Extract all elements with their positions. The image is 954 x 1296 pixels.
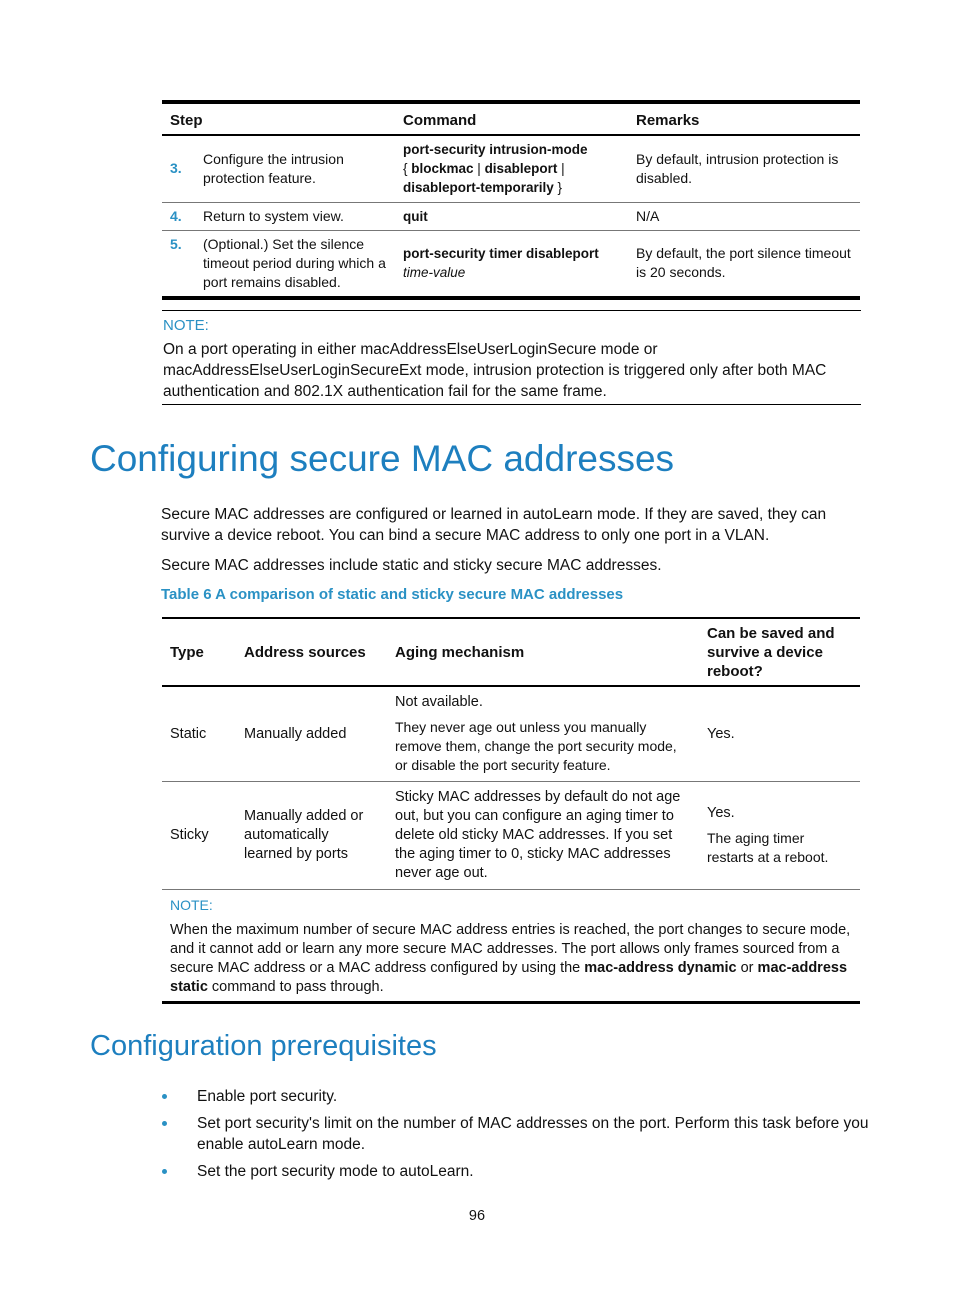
aging-text: They never age out unless you manually remove them, change the port security mode, or disable the port security feature. [395,719,677,773]
note-text-part: command to pass through. [207,979,384,995]
body-paragraph: Secure MAC addresses are configured or learned in autoLearn mode. If they are saved, they can survive a device reboot. You can bind a secure MAC address to only one port in a VLAN. [161,506,827,544]
cell-aging [387,686,699,782]
bullet-icon [162,1169,167,1174]
step-command-table [162,100,860,300]
list-item [160,1113,870,1155]
remarks-cell: By default, intrusion protection is disabled. [628,135,860,202]
header-remarks: Remarks [628,102,860,135]
comparison-table [162,617,860,1004]
note-box [162,310,861,405]
command-brace: } [553,180,563,196]
header-saved-reboot: Can be saved and survive a device reboot? [699,618,860,686]
section-heading: Configuring secure MAC addresses [90,438,675,479]
list-item-text: Enable port security. [197,1088,338,1105]
note-text-part: or [736,960,758,976]
list-item-text: Set the port security mode to autoLearn. [197,1163,474,1180]
command-cell [395,230,628,298]
body-paragraph: Secure MAC addresses include static and sticky secure MAC addresses. [161,557,662,574]
cell-sources: Manually added [236,686,387,782]
command-cell [395,135,628,202]
aging-text: Sticky MAC addresses by default do not age out, but you can configure an aging timer to delete old sticky MAC addresses. If you set the aging timer to 0, sticky MAC addresses never age out. [395,789,681,881]
table-note [162,890,860,1003]
header-aging-mechanism: Aging mechanism [387,618,699,686]
bullet-icon [162,1121,167,1126]
note-text-part: When the maximum number of secure MAC address entries is reached, the port changes to secure mode, and it cannot add or learn any more secure MAC addresses. The port allows only frames sourced from a secure MAC address or a MAC address configured by using the [170,922,851,976]
command-keyword: disableport [484,161,558,177]
table-row [162,230,860,298]
list-item [160,1086,870,1107]
list-item-text: Set port security's limit on the number of MAC addresses on the port. Perform this task before you enable autoLearn mode. [197,1115,869,1153]
command-keyword: disableport-temporarily [403,180,554,196]
table-header-row [162,102,860,135]
table-caption: Table 6 A comparison of static and sticky secure MAC addresses [161,586,624,603]
header-type: Type [162,618,236,686]
table-header-row [162,618,860,686]
command-keyword: quit [403,208,428,224]
cell-saved [699,782,860,890]
cell-type: Sticky [162,782,236,890]
cell-saved [699,686,860,782]
step-description: Configure the intrusion protection feature. [195,135,395,202]
table-note-row [162,890,860,1003]
note-text [170,921,852,997]
command-keyword: port-security intrusion-mode [403,142,588,158]
command-separator: | [473,161,485,177]
step-number: 5. [162,230,195,298]
remarks-cell: N/A [628,202,860,230]
bullet-icon [162,1094,167,1099]
note-label: NOTE: [170,897,213,913]
cell-sources: Manually added or automatically learned by ports [236,782,387,890]
command-separator: | [557,161,565,177]
section-heading: Configuration prerequisites [90,1030,437,1062]
command-cell [395,202,628,230]
header-address-sources: Address sources [236,618,387,686]
header-step: Step [162,102,395,135]
remarks-cell: By default, the port silence timeout is 20 seconds. [628,230,860,298]
step-description: Return to system view. [195,202,395,230]
note-label: NOTE: [163,317,209,334]
table-row [162,686,860,782]
header-command: Command [395,102,628,135]
step-description: (Optional.) Set the silence timeout period during which a port remains disabled. [195,230,395,298]
step-number: 4. [162,202,195,230]
list-item [160,1161,870,1182]
cell-type: Static [162,686,236,782]
table-row [162,782,860,890]
command-argument: time-value [403,265,466,280]
command-brace: { [403,161,412,177]
page-number: 96 [468,1208,486,1224]
saved-text: The aging timer restarts at a reboot. [707,830,829,865]
table-row [162,202,860,230]
saved-text: Yes. [707,805,735,821]
aging-text: Not available. [395,694,483,710]
saved-text: Yes. [707,725,735,742]
command-keyword: blockmac [411,161,474,177]
note-text: On a port operating in either macAddressElseUserLoginSecure mode or macAddressElseUserLoginSecureExt mode, intrusion protection is triggered only after both MAC authentication and 802.1X authentication fail for the same frame. [163,341,827,400]
command-keyword: mac-address static [170,960,848,995]
cell-aging [387,782,699,890]
prerequisite-list [160,1086,870,1188]
table-row [162,135,860,202]
step-number: 3. [162,135,195,202]
command-keyword: mac-address dynamic [584,960,737,976]
command-keyword: port-security timer disableport [403,246,599,261]
